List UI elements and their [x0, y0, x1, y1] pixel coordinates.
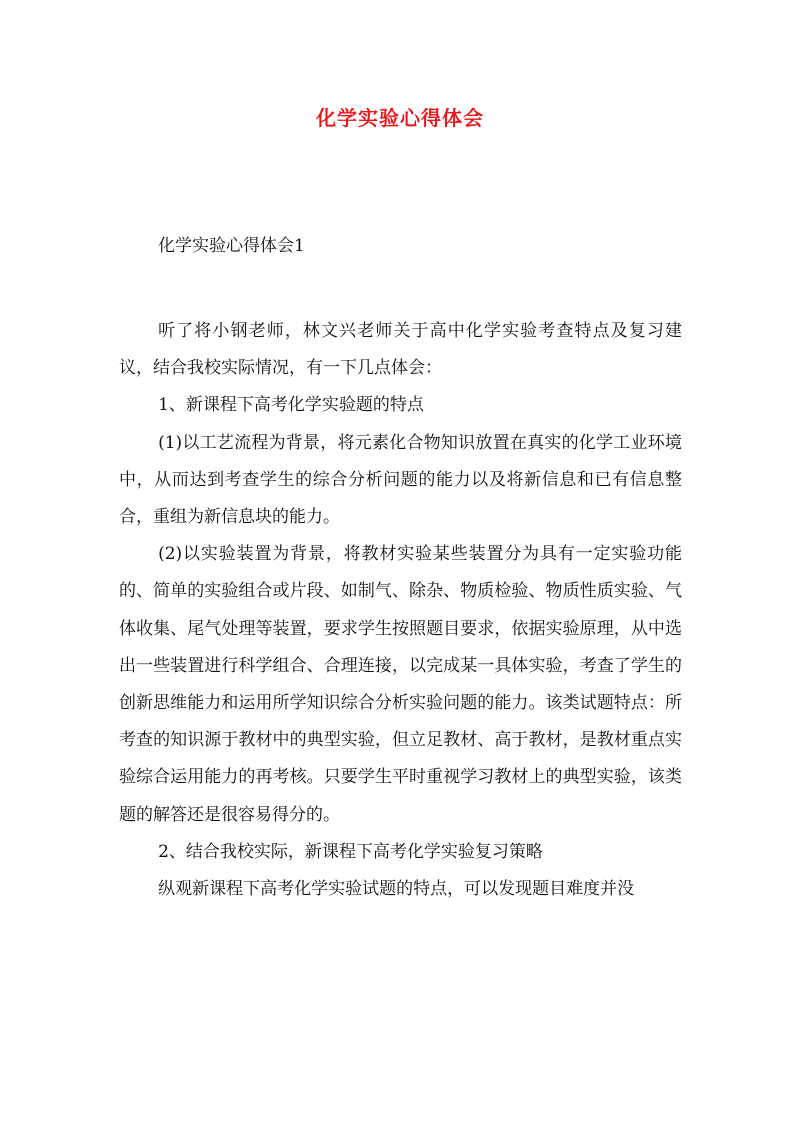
paragraph-subpoint-1: (1)以工艺流程为背景，将元素化合物知识放置在真实的化学工业环境中，从而达到考查学生的综合分析问题的能力以及将新信息和已有信息整合，重组为新信息块的能力。 [119, 432, 682, 528]
paragraph-intro: 听了将小钢老师，林文兴老师关于高中化学实验考查特点及复习建议，结合我校实际情况，有一下几点体会： [119, 321, 682, 379]
paragraph-subpoint-2: (2)以实验装置为背景，将教材实验某些装置分为具有一定实验功能的、简单的实验组合或片段、如制气、除杂、物质检验、物质性质实验、气体收集、尾气处理等装置，要求学生按照题目要求，依据实验原理，从中选出一些装置进行科学组合、合理连接，以完成某一具体实验，考查了学生的创新思维能力和运用所学知识综合分析实验问题的能力。该类试题特点：所考查的知识源于教材中的典型实验，但立足教材、高于教材，是教材重点实验综合运用能力的再考核。只要学生平时重视学习教材上的典型实验，该类题的解答还是很容易得分的。 [119, 544, 682, 825]
paragraph-continuation: 纵观新课程下高考化学实验试题的特点，可以发现题目难度并没 [158, 879, 635, 900]
paragraph-point-2-heading: 2、结合我校实际，新课程下高考化学实验复习策略 [158, 841, 543, 862]
paragraph-point-1-heading: 1、新课程下高考化学实验题的特点 [158, 395, 424, 416]
document-body [119, 313, 682, 908]
section-heading: 化学实验心得体会1 [158, 236, 305, 256]
document-title: 化学实验心得体会 [316, 106, 484, 130]
